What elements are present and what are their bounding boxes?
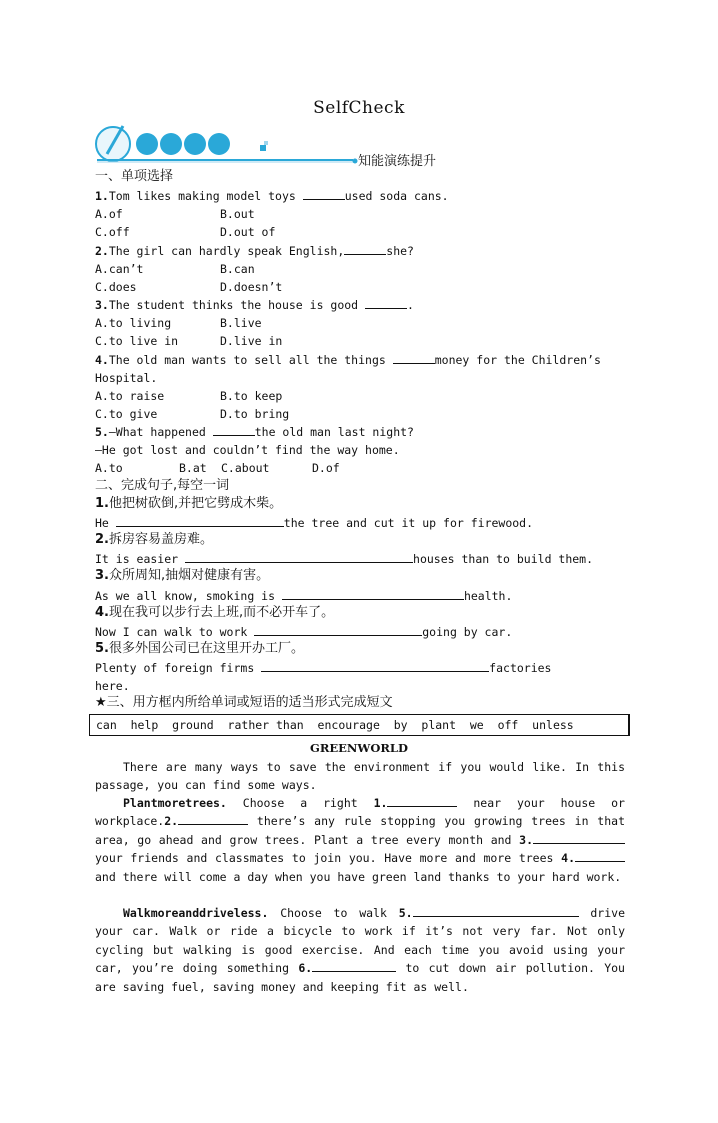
- q1-option-c[interactable]: C.off: [95, 225, 130, 239]
- q3-options-row1: [95, 315, 262, 331]
- s2-item5-text-b: factories: [489, 661, 552, 675]
- q2-stem-a: The girl can hardly speak English,: [108, 244, 345, 258]
- blank-6-number: 6.: [298, 961, 313, 976]
- p3-text-a: Choose to walk: [268, 906, 399, 920]
- q5-option-a[interactable]: A.to: [95, 461, 123, 475]
- s2-item2-text-b: houses than to build them.: [413, 552, 594, 566]
- q2-options-row2: [95, 279, 282, 295]
- s2-item5-chinese: 很多外国公司已在这里开办工厂。: [108, 641, 304, 656]
- q5-stem-a: —What happened: [108, 425, 213, 439]
- s2-item1-en: [95, 515, 533, 531]
- section1-heading: 一、单项选择: [95, 169, 174, 184]
- q1-option-a[interactable]: A.of: [95, 207, 123, 221]
- blank-5-number: 5.: [398, 906, 413, 920]
- q1-options-row1: [95, 206, 255, 222]
- s2-item2-cn: [95, 532, 213, 548]
- q5-stem-b: the old man last night?: [254, 425, 414, 439]
- s2-item1-chinese: 他把树砍倒,并把它劈成木柴。: [108, 496, 283, 511]
- p3-heading: Walkmoreanddriveless.: [123, 906, 269, 920]
- q2-stem-b: she?: [386, 244, 414, 258]
- q3-option-a[interactable]: A.to living: [95, 316, 172, 330]
- q2-stem: [95, 243, 414, 259]
- q2-option-d[interactable]: D.doesn’t: [220, 280, 283, 294]
- p2-text-c: there’s any rule stopping you growing trees in that area, go ahead and grow trees. Plant a tree every month and: [95, 814, 625, 847]
- q2-options-row1: [95, 261, 255, 277]
- blank-1-number: 1.: [373, 796, 388, 810]
- q4-stem-a: The old man wants to sell all the things: [108, 353, 393, 367]
- q4-blank[interactable]: [393, 352, 435, 364]
- q5-option-c[interactable]: C.about: [221, 461, 270, 475]
- p3-text-b: drive your car. Walk or ride a bicycle to work if it’s not very far. Not only cycling but walking is good exercise. And each time you avoid using your car, you’re doing something: [95, 906, 626, 976]
- p2-text-b: near your house or workplace.: [95, 796, 625, 829]
- s2-item4-blank[interactable]: [254, 624, 422, 636]
- q5-number: 5.: [95, 425, 109, 439]
- q3-option-d[interactable]: D.live in: [220, 334, 283, 348]
- q2-number: 2.: [95, 244, 109, 258]
- s2-item4-number: 4.: [95, 605, 109, 620]
- q1-stem-b: used soda cans.: [344, 189, 449, 203]
- s2-item3-en: [95, 588, 512, 604]
- q3-option-c[interactable]: C.to live in: [95, 334, 179, 348]
- section3-heading: ★三、用方框内所给单词或短语的适当形式完成短文: [95, 695, 393, 710]
- q5-stem: [95, 424, 414, 440]
- q2-option-c[interactable]: C.does: [95, 280, 137, 294]
- q1-number: 1.: [95, 189, 109, 203]
- s2-item5-blank[interactable]: [261, 660, 489, 672]
- s2-item2-blank[interactable]: [185, 551, 413, 563]
- s2-item4-text-b: going by car.: [422, 625, 513, 639]
- p2-text-e: and there will come a day when you have green land thanks to your hard work.: [95, 869, 622, 884]
- s2-item3-number: 3.: [95, 568, 109, 583]
- q5-option-d[interactable]: D.of: [312, 461, 340, 475]
- blank-4-number: 4.: [561, 851, 575, 866]
- p3-text-c: to cut down air pollution. You are saving fuel, saving money and keeping fit as well.: [95, 961, 625, 994]
- s2-item2-chinese: 拆房容易盖房难。: [108, 532, 213, 547]
- s2-item5-text-a: Plenty of foreign firms: [95, 661, 262, 675]
- passage-paragraph-2: [95, 794, 625, 886]
- q4-number: 4.: [95, 353, 109, 367]
- q3-option-b[interactable]: B.live: [220, 316, 262, 330]
- q4-option-a[interactable]: A.to raise: [95, 389, 165, 403]
- q3-blank[interactable]: [365, 297, 407, 309]
- s2-item2-number: 2.: [95, 532, 109, 547]
- page-title: SelfCheck: [313, 98, 405, 118]
- blank-1[interactable]: [387, 795, 457, 807]
- banner-label: 知能演练提升: [358, 154, 437, 169]
- q5-option-b[interactable]: B.at: [179, 461, 207, 475]
- word-box: can help ground rather than encourage by plant we off unless: [89, 714, 630, 736]
- q3-options-row2: [95, 333, 282, 349]
- q1-option-d[interactable]: D.out of: [220, 225, 276, 239]
- section2-heading: 二、完成句子,每空一词: [95, 478, 230, 493]
- q5-options: [95, 460, 340, 476]
- q2-blank[interactable]: [344, 243, 386, 255]
- q5-stem-cont: —He got lost and couldn’t find the way home.: [95, 443, 400, 457]
- s2-item3-text-b: health.: [463, 589, 513, 603]
- s2-item2-en: [95, 551, 593, 567]
- s2-item3-text-a: As we all know, smoking is: [95, 589, 282, 603]
- q4-stem-cont: Hospital.: [95, 371, 158, 385]
- p2-heading: Plantmoretrees.: [123, 796, 227, 810]
- q4-option-b[interactable]: B.to keep: [220, 389, 283, 403]
- blank-2[interactable]: [178, 813, 248, 825]
- q4-options-row2: [95, 406, 289, 422]
- q2-option-b[interactable]: B.can: [220, 262, 255, 276]
- s2-item2-text-a: It is easier: [95, 552, 186, 566]
- s2-item3-cn: [95, 568, 269, 584]
- q3-stem: [95, 297, 414, 313]
- s2-item3-chinese: 众所周知,抽烟对健康有害。: [108, 568, 270, 583]
- p2-text-a: Choose a right: [226, 796, 374, 810]
- s2-item4-chinese: 现在我可以步行去上班,而不必开车了。: [108, 605, 335, 620]
- q3-stem-b: .: [407, 298, 414, 312]
- q4-options-row1: [95, 388, 282, 404]
- q1-stem-a: Tom likes making model toys: [108, 189, 303, 203]
- q3-number: 3.: [95, 298, 109, 312]
- q1-option-b[interactable]: B.out: [220, 207, 255, 221]
- q1-options-row2: [95, 224, 275, 240]
- s2-item1-text-b: the tree and cut it up for firewood.: [283, 516, 534, 530]
- s2-item5-en-cont: here.: [95, 679, 130, 693]
- s2-item4-en: [95, 624, 512, 640]
- passage-paragraph-3: [95, 904, 625, 996]
- s2-item4-text-a: Now I can walk to work: [95, 625, 255, 639]
- blank-4[interactable]: [575, 850, 625, 862]
- q4-stem: [95, 352, 601, 368]
- s2-item3-blank[interactable]: [282, 588, 464, 600]
- q4-option-c[interactable]: C.to give: [95, 407, 158, 421]
- q5-blank[interactable]: [213, 424, 255, 436]
- s2-item1-text-a: He: [95, 516, 116, 530]
- q4-stem-b: money for the Children’s: [434, 353, 601, 367]
- q1-stem: [95, 188, 449, 204]
- q3-stem-a: The student thinks the house is good: [108, 298, 366, 312]
- blank-3[interactable]: [533, 832, 625, 844]
- q1-blank[interactable]: [303, 188, 345, 200]
- s2-item1-blank[interactable]: [116, 515, 284, 527]
- blank-3-number: 3.: [519, 832, 533, 847]
- s2-item1-cn: [95, 496, 282, 512]
- q2-option-a[interactable]: A.can’t: [95, 262, 144, 276]
- s2-item5-en: [95, 660, 551, 676]
- passage-title: GREENWORLD: [310, 741, 408, 755]
- s2-item1-number: 1.: [95, 496, 109, 511]
- s2-item5-number: 5.: [95, 641, 109, 656]
- s2-item5-cn: [95, 641, 304, 657]
- blank-2-number: 2.: [164, 814, 179, 829]
- blank-5[interactable]: [413, 905, 579, 917]
- passage-paragraph-1: There are many ways to save the environment if you would like. In this passage, you can find some ways.: [95, 760, 625, 793]
- q4-option-d[interactable]: D.to bring: [220, 407, 290, 421]
- p2-text-d: your friends and classmates to join you. Have more and more trees: [95, 851, 562, 866]
- blank-6[interactable]: [312, 960, 396, 972]
- s2-item4-cn: [95, 605, 334, 621]
